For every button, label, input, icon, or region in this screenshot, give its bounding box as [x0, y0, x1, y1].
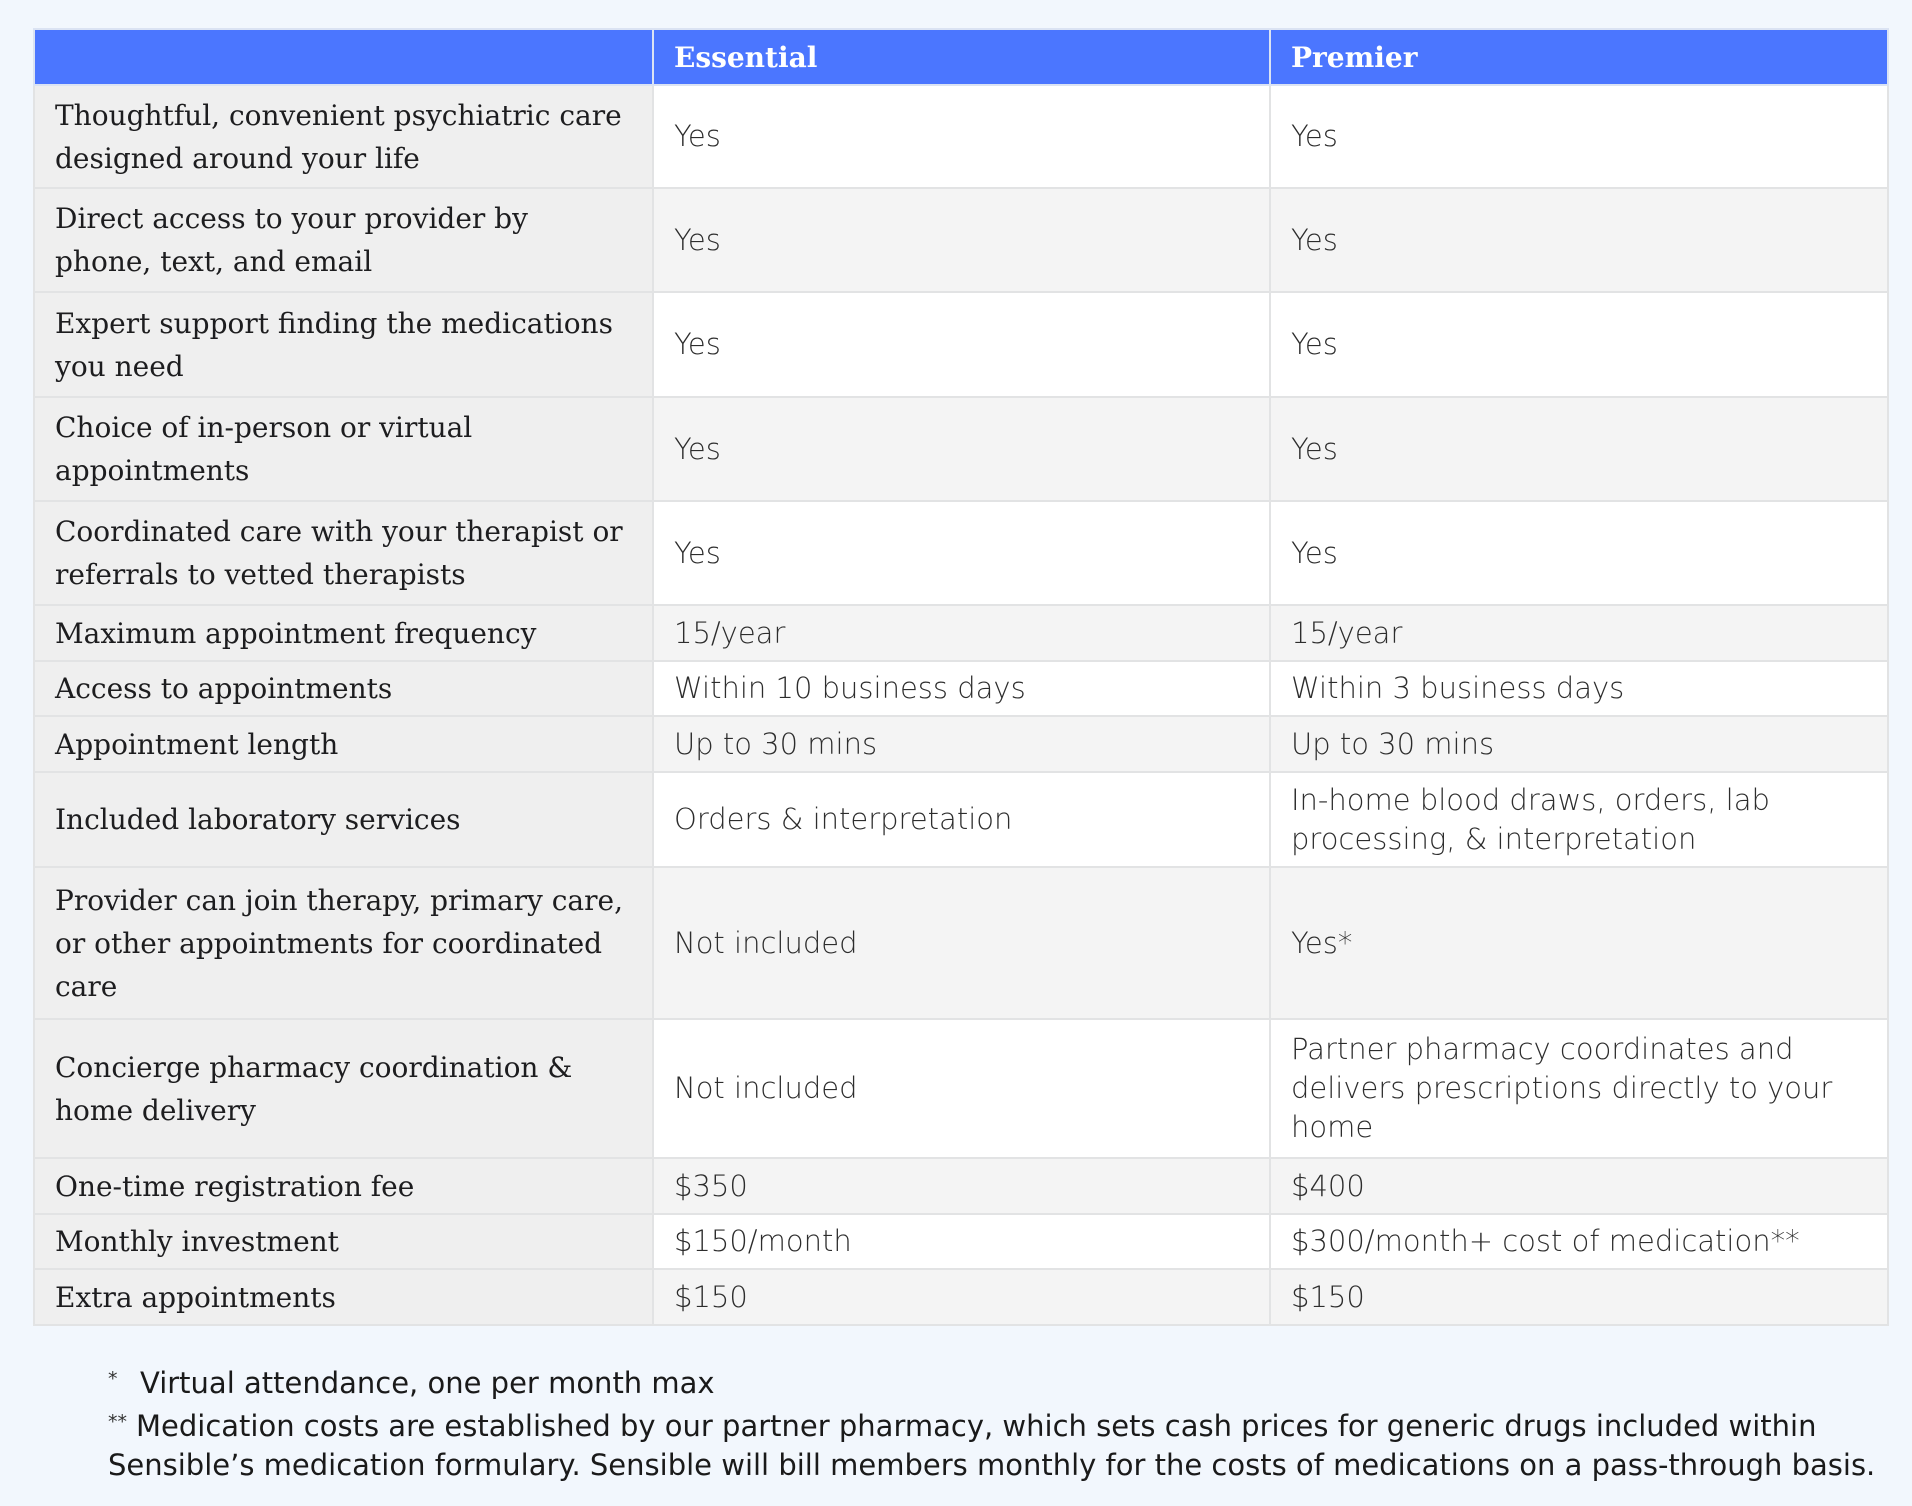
- premier-value: In-home blood draws, orders, lab processing, & interpretation: [1270, 772, 1888, 867]
- table-row: [34, 188, 1888, 292]
- essential-value: Within 10 business days: [653, 661, 1270, 716]
- table-row: [34, 1019, 1888, 1158]
- footnote-double-asterisk: ** Medication costs are established by our partner pharmacy, which sets cash prices for generic drugs included within: [108, 1409, 1817, 1443]
- header-essential-plan: Essential: [653, 29, 1270, 85]
- plan-comparison-table: [33, 28, 1889, 1326]
- table-header-row: [34, 29, 1888, 85]
- table-row: [34, 397, 1888, 501]
- essential-value: Yes: [653, 292, 1270, 397]
- table-row: [34, 1158, 1888, 1214]
- feature-label: Provider can join therapy, primary care, or other appointments for coordinated care: [34, 867, 653, 1019]
- essential-value: Orders & interpretation: [653, 772, 1270, 867]
- premier-value: Yes: [1270, 501, 1888, 605]
- footnote-continuation: Sensible’s medication formulary. Sensible will bill members monthly for the costs of medications on a pass-through basis.: [108, 1448, 1876, 1482]
- feature-label: One-time registration fee: [34, 1158, 653, 1214]
- footnote-text: Virtual attendance, one per month max: [140, 1366, 715, 1400]
- premier-value: $150: [1270, 1269, 1888, 1325]
- table-row: [34, 1269, 1888, 1325]
- footnote-marker: *: [108, 1368, 118, 1390]
- essential-value: Yes: [653, 188, 1270, 292]
- feature-label: Maximum appointment frequency: [34, 605, 653, 661]
- table-row: [34, 867, 1888, 1019]
- table-row: [34, 1214, 1888, 1269]
- footnotes: [108, 1360, 1876, 1485]
- feature-label: Direct access to your provider by phone, text, and email: [34, 188, 653, 292]
- feature-label: Expert support finding the medications you need: [34, 292, 653, 397]
- premier-value: 15/year: [1270, 605, 1888, 661]
- feature-label: Included laboratory services: [34, 772, 653, 867]
- premier-value: Yes: [1270, 188, 1888, 292]
- footnote-text: Medication costs are established by our partner pharmacy, which sets cash prices for generic drugs included within: [136, 1409, 1817, 1443]
- essential-value: $150: [653, 1269, 1270, 1325]
- feature-label: Thoughtful, convenient psychiatric care designed around your life: [34, 85, 653, 188]
- premier-value: Yes: [1270, 397, 1888, 501]
- header-feature-cell: [34, 29, 653, 85]
- table-row: [34, 85, 1888, 188]
- feature-label: Choice of in-person or virtual appointments: [34, 397, 653, 501]
- feature-label: Monthly investment: [34, 1214, 653, 1269]
- essential-value: Not included: [653, 867, 1270, 1019]
- essential-value: Yes: [653, 397, 1270, 501]
- premier-value: $300/month+ cost of medication**: [1270, 1214, 1888, 1269]
- premier-value: Yes: [1270, 85, 1888, 188]
- table-row: [34, 661, 1888, 716]
- table-row: [34, 501, 1888, 605]
- premier-value: Yes: [1270, 292, 1888, 397]
- feature-label: Concierge pharmacy coordination & home delivery: [34, 1019, 653, 1158]
- table-row: [34, 605, 1888, 661]
- essential-value: 15/year: [653, 605, 1270, 661]
- premier-value: Partner pharmacy coordinates and delivers prescriptions directly to your home: [1270, 1019, 1888, 1158]
- header-premier-plan: Premier: [1270, 29, 1888, 85]
- premier-value: $400: [1270, 1158, 1888, 1214]
- essential-value: $350: [653, 1158, 1270, 1214]
- premier-value: Yes*: [1270, 867, 1888, 1019]
- table-row: [34, 716, 1888, 772]
- footnote-single-asterisk: [108, 1360, 1868, 1403]
- essential-value: Not included: [653, 1019, 1270, 1158]
- essential-value: Up to 30 mins: [653, 716, 1270, 772]
- essential-value: $150/month: [653, 1214, 1270, 1269]
- feature-label: Appointment length: [34, 716, 653, 772]
- comparison-table-container: [33, 28, 1887, 1326]
- essential-value: Yes: [653, 85, 1270, 188]
- premier-value: Up to 30 mins: [1270, 716, 1888, 772]
- feature-label: Access to appointments: [34, 661, 653, 716]
- table-row: [34, 292, 1888, 397]
- table-row: [34, 772, 1888, 867]
- premier-value: Within 3 business days: [1270, 661, 1888, 716]
- feature-label: Coordinated care with your therapist or referrals to vetted therapists: [34, 501, 653, 605]
- essential-value: Yes: [653, 501, 1270, 605]
- feature-label: Extra appointments: [34, 1269, 653, 1325]
